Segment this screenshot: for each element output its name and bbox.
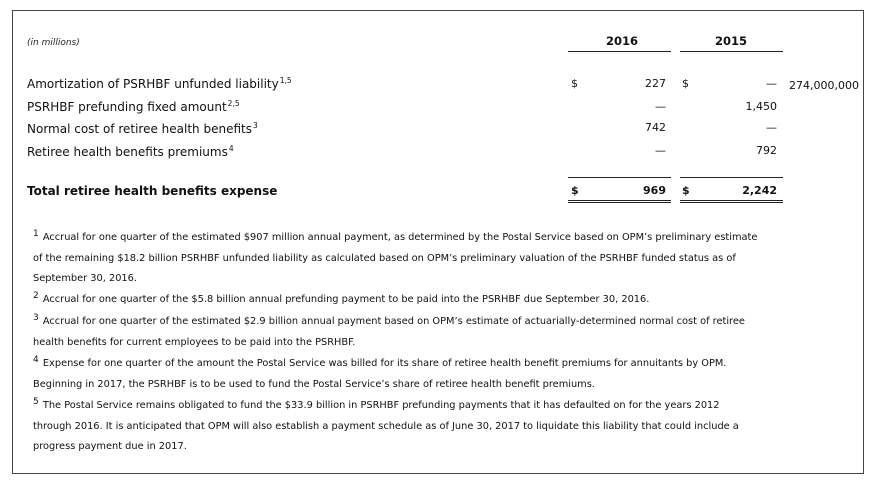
footnote-3: $^3$ Accrual for one quarter of the estimated $2.9 billion annual payment based on OPM’s estimate of actuarially-determined normal cost of retiree health benefits for current employees to be paid into the PSRHBF. <box>33 313 745 348</box>
footnote-1: $^1$ Accrual for one quarter of the estimated $907 million annual payment, as determined by the Postal Service based on OPM’s preliminary estimate of the remaining $18.2 billion PSRHBF unfunded liability as calculated based on OPM’s preliminary valuation of the PSRHBF funded status as of September 30, 2016. <box>33 229 758 284</box>
extra-value: 274,000,000 <box>789 79 859 92</box>
value-normal-cost-2016: 742 <box>645 121 666 134</box>
value-prefunding-2015: 1,450 <box>745 100 777 113</box>
total-label: Total retiree health benefits expense <box>27 184 278 198</box>
total-double-rule-2015-a <box>680 200 783 201</box>
total-value-2015: 2,242 <box>742 184 777 197</box>
total-double-rule-2016-b <box>568 202 671 203</box>
currency-2016: $ <box>571 77 578 90</box>
total-double-rule-2015-b <box>680 202 783 203</box>
value-amortization-2015: — <box>766 77 777 90</box>
footnote-4: $^4$ Expense for one quarter of the amount the Postal Service was billed for its share of retiree health benefit premiums for annuitants by OPM. Beginning in 2017, the PSRHBF is to be used to fund the Postal Service’s share of retiree health benefit premiums. <box>33 355 727 390</box>
total-currency-2015: $ <box>682 184 690 197</box>
column-header-2015: 2015 <box>714 34 747 48</box>
value-amortization-2016: 227 <box>645 77 666 90</box>
header-rule-2015 <box>680 51 783 52</box>
footnote-5: $^5$ The Postal Service remains obligated to fund the $33.9 billion in PSRHBF prefunding payments that it has defaulted on for the years 2012 through 2016. It is anticipated that OPM will also establish a payment schedule as of June 30, 2017 to liquidate this liability that could include a progress payment due in 2017. <box>33 397 739 452</box>
total-value-2016: 969 <box>643 184 666 197</box>
row-label-prefunding: PSRHBF prefunding fixed amount$^{2,5}$ <box>27 99 240 114</box>
value-premiums-2015: 792 <box>756 144 777 157</box>
footnote-2: $^2$ Accrual for one quarter of the $5.8 billion annual prefunding payment to be paid into the PSRHBF due September 30, 2016. <box>33 291 650 305</box>
header-rule-2016 <box>568 51 671 52</box>
total-top-rule-2016 <box>568 177 671 178</box>
column-header-2016: 2016 <box>605 34 638 48</box>
row-label-premiums: Retiree health benefits premiums$^4$ <box>27 144 234 159</box>
units-label: (in millions) <box>27 38 80 48</box>
currency-2015: $ <box>682 77 689 90</box>
row-label-normal-cost: Normal cost of retiree health benefits$^3$ <box>27 121 258 136</box>
value-prefunding-2016: — <box>655 100 666 113</box>
total-currency-2016: $ <box>571 184 579 197</box>
value-premiums-2016: — <box>655 144 666 157</box>
total-top-rule-2015 <box>680 177 783 178</box>
value-normal-cost-2015: — <box>766 121 777 134</box>
row-label-amortization: Amortization of PSRHBF unfunded liability$^{1,5}$ <box>27 76 292 91</box>
total-double-rule-2016-a <box>568 200 671 201</box>
